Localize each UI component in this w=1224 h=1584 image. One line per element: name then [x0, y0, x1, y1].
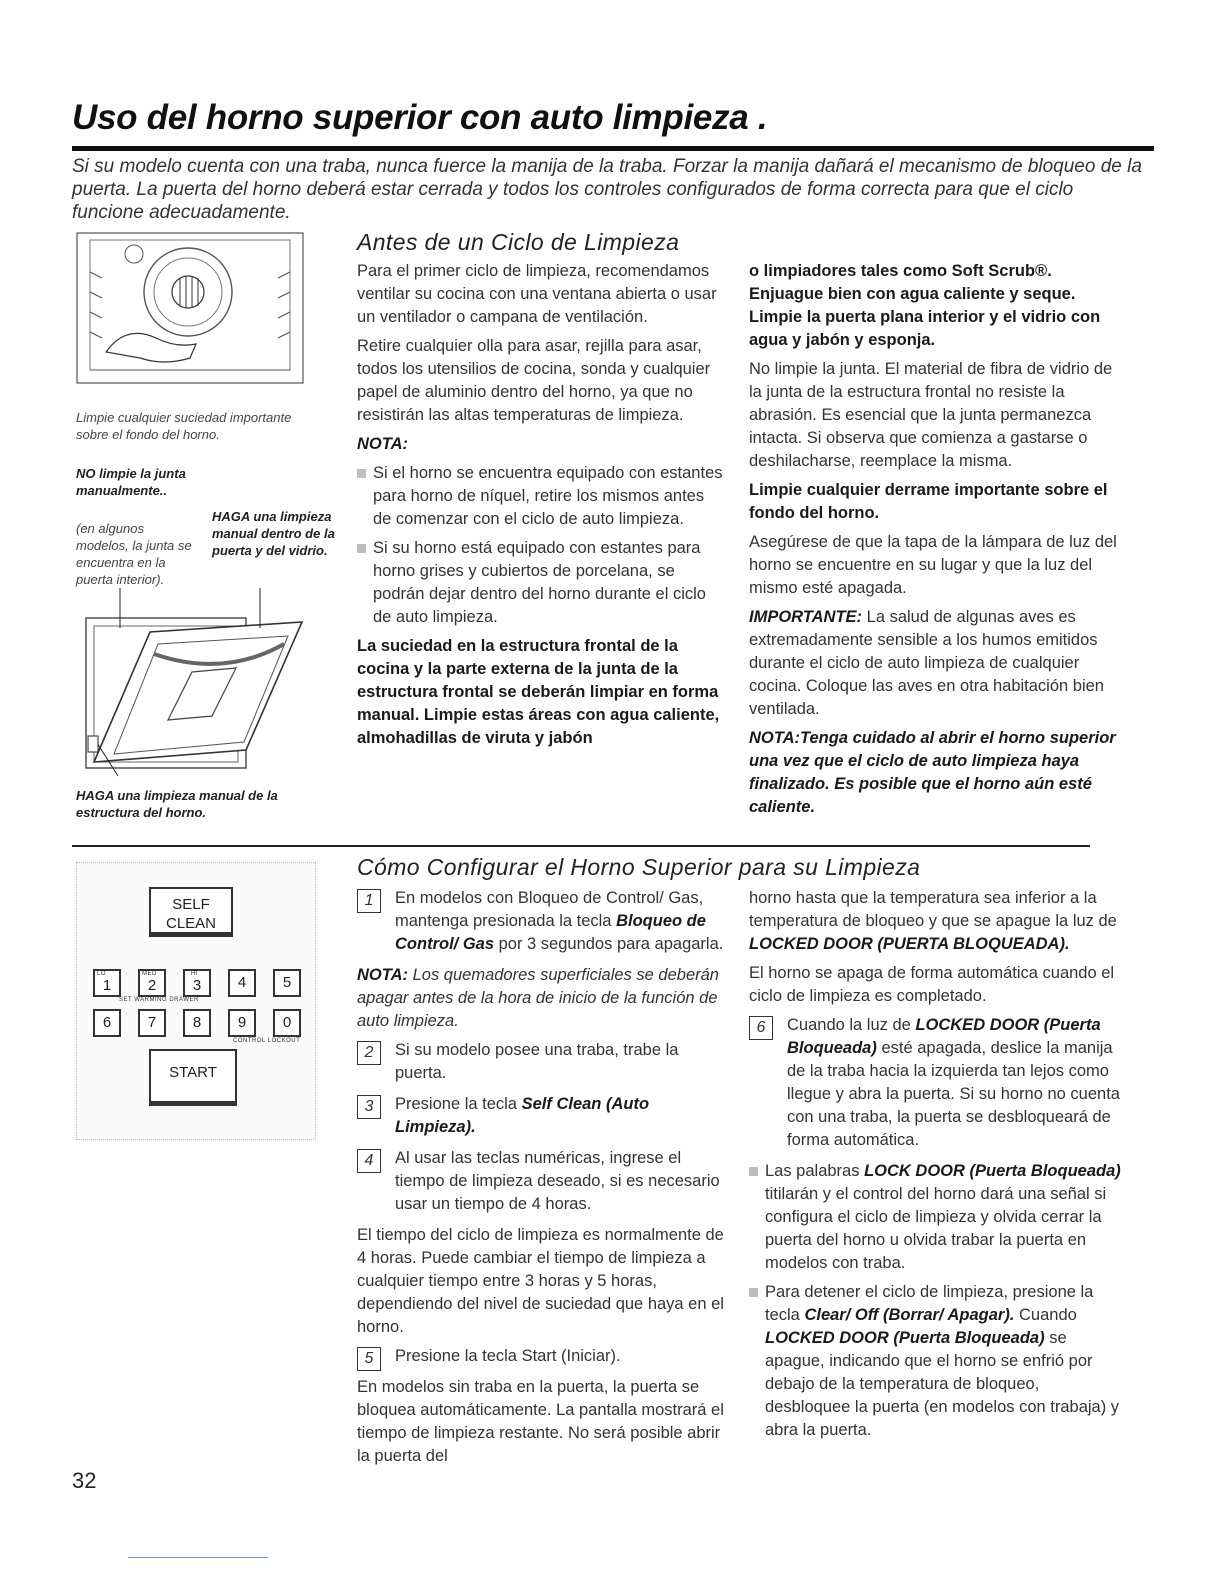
section-divider: [72, 845, 1090, 847]
final-note: NOTA:Tenga cuidado al abrir el horno superior una vez que el ciclo de auto limpieza haya finalizado. Es posible que el horno aún esté caliente.: [749, 729, 1116, 816]
keypad-key-8: 8: [183, 1009, 211, 1037]
start-key: START: [149, 1049, 237, 1106]
step-number: 4: [357, 1149, 381, 1173]
section1-right-column: [749, 260, 1121, 825]
step-number: 5: [357, 1347, 381, 1371]
bullet-square-icon: [749, 1288, 758, 1297]
step-5: 5 Presione la tecla Start (Iniciar).: [357, 1345, 727, 1368]
keypad-key-1: LO 1: [93, 969, 121, 997]
step-number: 2: [357, 1041, 381, 1065]
list-item: Las palabras LOCK DOOR (Puerta Bloqueada) titilarán y el control del horno dará una señal si configura el ciclo de limpieza y olvida cerrar la puerta del horno u olvida trabar la puerta en modelos con traba.: [749, 1160, 1121, 1275]
step-6: 6 Cuando la luz de LOCKED DOOR (Puerta Bloqueada) esté apagada, deslice la manija de la traba hacia la izquierda tan lejos como llegue y abra la puerta. Si su horno no cuenta con una traba, la puerta se desbloqueará de forma automática.: [749, 1014, 1121, 1152]
paragraph: No limpie la junta. El material de fibra de vidrio de la junta de la estructura frontal no resiste la abrasión. Es esencial que la junta permanezca intacta. Si observa que comienza a gastarse o deshilacharse, reemplace la misma.: [749, 360, 1113, 470]
self-clean-key: SELF CLEAN: [149, 887, 233, 937]
section2-right-column: [749, 887, 1121, 1448]
bold-paragraph: Limpie cualquier derrame importante sobre el fondo del horno.: [749, 481, 1108, 522]
keypad-key-5: 5: [273, 969, 301, 997]
importante-paragraph: IMPORTANTE: La salud de algunas aves es extremadamente sensible a los humos emitidos durante el ciclo de auto limpieza de cualquier cocina. Coloque las aves en otra habitación bien ventilada.: [749, 608, 1104, 718]
step-4: 4 Al usar las teclas numéricas, ingrese el tiempo de limpieza deseado, si es necesario usar un tiempo de 4 horas.: [357, 1147, 727, 1216]
paragraph: En modelos sin traba en la puerta, la puerta se bloquea automáticamente. La pantalla mostrará el tiempo de limpieza restante. No será posible abrir la puerta del: [357, 1378, 724, 1465]
bold-paragraph: La suciedad en la estructura frontal de la cocina y la parte externa de la junta de la estructura frontal se deberán limpiar en forma manual. Limpie estas áreas con agua caliente, almohadillas de viruta y jabón: [357, 637, 720, 747]
keypad-key-2: MED 2: [138, 969, 166, 997]
paragraph: Para el primer ciclo de limpieza, recomendamos ventilar su cocina con una ventana abierta o usar un ventilador o campana de ventilación.: [357, 262, 717, 326]
bullet-square-icon: [749, 1167, 758, 1176]
step-3: 3 Presione la tecla Self Clean (Auto Limpieza).: [357, 1093, 727, 1139]
list-item: Para detener el ciclo de limpieza, presione la tecla Clear/ Off (Borrar/ Apagar). Cuando LOCKED DOOR (Puerta Bloqueada) se apague, indicando que el horno se enfrió por debajo de la temperatura de bloqueo, desbloquee la puerta (en modelos con trabaja) y abra la puerta.: [749, 1281, 1121, 1442]
keypad-key-7: 7: [138, 1009, 166, 1037]
list-item: Si su horno está equipado con estantes para horno grises y cubiertos de porcelana, se podrán dejar dentro del horno durante el ciclo de auto limpieza.: [357, 537, 727, 629]
clean-door-label: HAGA una limpieza manual dentro de la puerta y del vidrio.: [212, 509, 335, 558]
no-clean-note: (en algunos modelos, la junta se encuentra en la puerta interior).: [76, 521, 192, 587]
oven-door-illustration: [80, 588, 312, 778]
bold-paragraph: o limpiadores tales como Soft Scrub®. Enjuague bien con agua caliente y seque. Limpie la puerta plana interior y el vidrio con agua y jabón y esponja.: [749, 262, 1101, 349]
step-number: 6: [749, 1016, 773, 1040]
frame-caption: HAGA una limpieza manual de la estructura del horno.: [76, 788, 278, 820]
nota-label: NOTA:: [357, 435, 409, 453]
intro-warning: Si su modelo cuenta con una traba, nunca fuerce la manija de la traba. Forzar la manija dañará el mecanismo de bloqueo de la puerta. La puerta del horno deberá estar cerrada y todos los controles configurados de forma correcta para que el ciclo funcione adecuadamente.: [72, 156, 1142, 223]
section-heading-setup-cleaning: Cómo Configurar el Horno Superior para su Limpieza: [357, 854, 921, 880]
paragraph: El horno se apaga de forma automática cuando el ciclo de limpieza es completado.: [749, 964, 1115, 1005]
section2-middle-column: [357, 887, 727, 1474]
keypad-key-3: HI 3: [183, 969, 211, 997]
oven-interior-illustration: [76, 232, 304, 384]
keypad-key-6: 6: [93, 1009, 121, 1037]
step-number: 3: [357, 1095, 381, 1119]
step-2: 2 Si su modelo posee una traba, trabe la puerta.: [357, 1039, 727, 1085]
section1-middle-column: [357, 260, 727, 756]
page-title: Uso del horno superior con auto limpieza .: [72, 98, 768, 137]
control-lockout-note: CONTROL LOCKOUT: [233, 1038, 301, 1044]
control-keypad-illustration: [76, 862, 316, 1140]
section-heading-before-cleaning: Antes de un Ciclo de Limpieza: [357, 229, 680, 255]
paragraph: horno hasta que la temperatura sea inferior a la temperatura de bloqueo y que se apague la luz de LOCKED DOOR (PUERTA BLOQUEADA).: [749, 889, 1117, 953]
footer-line: [128, 1557, 268, 1558]
title-rule: [72, 146, 1154, 151]
nota-paragraph: NOTA: Los quemadores superficiales se deberán apagar antes de la hora de inicio de la función de auto limpieza.: [357, 966, 719, 1030]
bullet-square-icon: [357, 469, 366, 478]
no-clean-label: NO limpie la junta manualmente..: [76, 466, 186, 498]
step-1: 1 En modelos con Bloqueo de Control/ Gas, mantenga presionada la tecla Bloqueo de Control/ Gas por 3 segundos para apagarla.: [357, 887, 727, 956]
paragraph: El tiempo del ciclo de limpieza es normalmente de 4 horas. Puede cambiar el tiempo de limpieza a cualquier tiempo entre 3 horas y 5 horas, dependiendo del nivel de suciedad que haya en el horno.: [357, 1226, 724, 1336]
keypad-key-9: 9: [228, 1009, 256, 1037]
paragraph: Asegúrese de que la tapa de la lámpara de luz del horno se encuentre en su lugar y que la luz del mismo esté apagada.: [749, 533, 1117, 597]
list-item: Si el horno se encuentra equipado con estantes para horno de níquel, retire los mismos antes de comenzar con el ciclo de auto limpieza.: [357, 462, 727, 531]
warming-drawer-note: SET WARMING DRAWER: [119, 997, 199, 1003]
keypad-key-4: 4: [228, 969, 256, 997]
oven-caption: Limpie cualquier suciedad importante sobre el fondo del horno.: [76, 410, 292, 442]
keypad-key-0: 0: [273, 1009, 301, 1037]
page-number: 32: [72, 1468, 97, 1493]
paragraph: Retire cualquier olla para asar, rejilla para asar, todos los utensilios de cocina, sonda y cualquier papel de aluminio dentro del horno, ya que no resistirán las altas temperaturas de limpieza.: [357, 337, 711, 424]
step-number: 1: [357, 889, 381, 913]
bullet-square-icon: [357, 544, 366, 553]
